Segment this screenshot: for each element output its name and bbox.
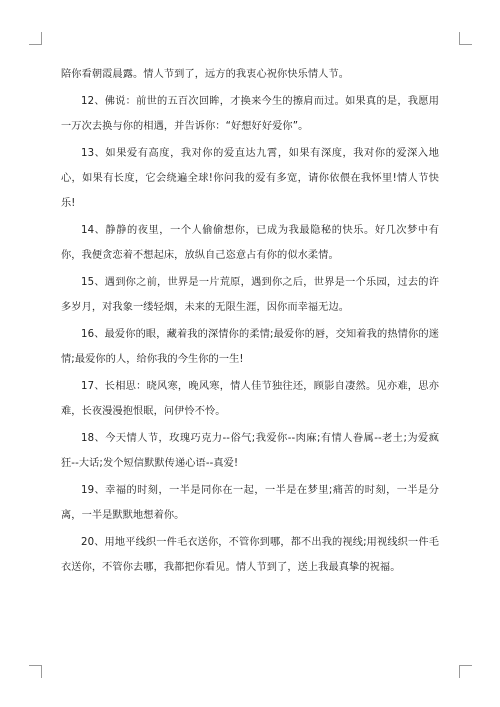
paragraph-continuation: 陪你看朝霞晨露。情人节到了，远方的我衷心祝你快乐情人节。	[61, 69, 350, 80]
crop-mark-bottom-left	[29, 665, 42, 678]
paragraph-14: 14、静静的夜里，一个人偷偷想你，已成为我最隐秘的快乐。好几次梦中有你，我便贪恋着不想起床，放纵自己恣意占有你的似水柔情。	[61, 225, 439, 261]
crop-mark-top-left	[29, 32, 42, 45]
paragraph-16: 16、最爱你的眼，藏着我的深情你的柔情;最爱你的唇，交知着我的热情你的迷情;最爱你的人，给你我的今生你的一生!	[61, 329, 439, 365]
paragraph-17: 17、长相思：晓风寒，晚风寒，情人佳节独往还，顾影自凄然。见亦难，思亦难，长夜漫漫抱恨眠，问伊怜不怜。	[61, 381, 439, 417]
paragraph-15: 15、遇到你之前，世界是一片荒原，遇到你之后，世界是一个乐园，过去的许多岁月，对我象一缕轻烟，未来的无限生涯，因你而幸福无边。	[61, 277, 439, 313]
document-body	[61, 62, 439, 582]
paragraph-12: 12、佛说：前世的五百次回眸，才换来今生的擦肩而过。如果真的是，我愿用一万次去换与你的相遇，并告诉你：“好想好好爱你”。	[61, 96, 439, 132]
crop-mark-bottom-right	[459, 665, 472, 678]
paragraph-13: 13、如果爱有高度，我对你的爱直达九霄，如果有深度，我对你的爱深入地心，如果有长度，它会绕遍全球!你问我的爱有多宽，请你依偎在我怀里!情人节快乐!	[61, 148, 439, 209]
paragraph-20: 20、用地平线织一件毛衣送你，不管你到哪，都不出我的视线;用视线织一件毛衣送你，不管你去哪，我都把你看见。情人节到了，送上我最真挚的祝福。	[61, 537, 439, 573]
paragraph-18: 18、今天情人节，玫瑰巧克力--俗气;我爱你--肉麻;有情人眷属--老土;为爱疯狂--大话;发个短信默默传递心语--真爱!	[61, 433, 439, 469]
paragraph-19: 19、幸福的时刻，一半是同你在一起，一半是在梦里;痛苦的时刻，一半是分离，一半是默默地想着你。	[61, 485, 439, 521]
crop-mark-top-right	[459, 32, 472, 45]
